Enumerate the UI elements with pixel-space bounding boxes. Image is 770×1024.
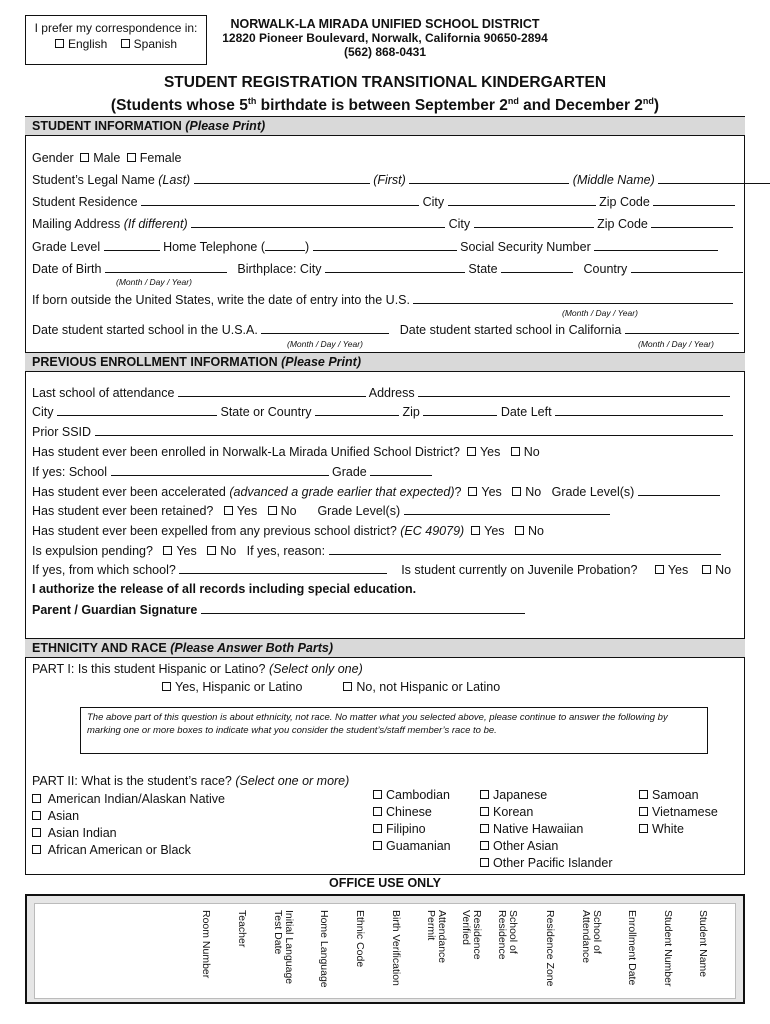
- female-checkbox[interactable]: [127, 153, 136, 162]
- hispanic-options: Yes, Hispanic or Latino No, not Hispanic or Latino: [162, 680, 500, 694]
- dob-field[interactable]: [105, 262, 227, 273]
- office-col-school-of-attendance: School of Attendance: [580, 910, 603, 964]
- district-address: 12820 Pioneer Boulevard, Norwalk, California 90650-2894: [222, 31, 548, 45]
- entry-date-format-hint: (Month / Day / Year): [562, 308, 638, 318]
- date-left-field[interactable]: [555, 405, 723, 416]
- race-option[interactable]: Filipino: [373, 821, 451, 838]
- enrolled-yes-checkbox[interactable]: [467, 447, 476, 456]
- expulsion-pending-row: Is expulsion pending? Yes No If yes, reason:: [32, 544, 721, 558]
- english-checkbox[interactable]: [55, 39, 64, 48]
- which-school-row: If yes, from which school? Is student currently on Juvenile Probation? Yes No: [32, 563, 732, 577]
- mailing-address-field[interactable]: [191, 217, 445, 228]
- office-col-room-number: Room Number: [200, 910, 212, 979]
- district-name: NORWALK-LA MIRADA UNIFIED SCHOOL DISTRICT: [230, 17, 540, 31]
- office-col-initial-language-test-date: Initial Language Test Date: [272, 910, 295, 985]
- form-title-line1: STUDENT REGISTRATION TRANSITIONAL KINDERGARTEN: [163, 74, 607, 91]
- last-name-field[interactable]: [194, 173, 370, 184]
- accelerated-no-checkbox[interactable]: [512, 487, 521, 496]
- residence-row: Student Residence City Zip Code: [32, 195, 735, 209]
- started-usa-format-hint: (Month / Day / Year): [287, 339, 363, 349]
- started-ca-field[interactable]: [625, 323, 739, 334]
- authorize-statement: I authorize the release of all records including special education.: [32, 582, 417, 596]
- residence-zip-field[interactable]: [653, 195, 735, 206]
- office-col-teacher: Teacher: [236, 910, 248, 948]
- middle-name-field[interactable]: [658, 173, 770, 184]
- ethnicity-note: The above part of this question is about ethnicity, not race. No matter what you selected above, please continue to answer the following by marking one or more boxes to indicate what you consider the student’s/staff member’s race to be.: [80, 707, 708, 754]
- race-option[interactable]: Chinese: [373, 804, 451, 821]
- expelled-school-field[interactable]: [179, 563, 387, 574]
- race-option[interactable]: Vietnamese: [639, 804, 718, 821]
- prior-ssid-field[interactable]: [95, 425, 733, 436]
- nlmusd-grade-field[interactable]: [370, 465, 432, 476]
- race-option[interactable]: American Indian/Alaskan Native: [32, 791, 225, 808]
- grade-phone-row: Grade Level Home Telephone ( ) Social Security Number: [32, 240, 718, 254]
- hispanic-yes-checkbox[interactable]: [162, 682, 171, 691]
- race-column-3: [480, 787, 613, 872]
- race-option[interactable]: Korean: [480, 804, 613, 821]
- office-col-school-of-residence: School of Residence: [496, 910, 519, 960]
- ssn-field[interactable]: [594, 240, 718, 251]
- entry-date-row: If born outside the United States, write the date of entry into the U.S.: [32, 293, 733, 307]
- dob-row: Date of Birth Birthplace: City State Country: [32, 262, 743, 276]
- office-col-attendance-permit: Attendance Permit: [425, 910, 448, 964]
- race-option[interactable]: Asian: [32, 808, 225, 825]
- correspondence-box: [25, 15, 207, 65]
- accelerated-grades-field[interactable]: [638, 485, 720, 496]
- accelerated-row: Has student ever been accelerated (advanced a grade earlier that expected)? Yes No Grade Level(s): [32, 485, 720, 499]
- district-phone: (562) 868-0431: [343, 45, 427, 59]
- area-code-field[interactable]: [265, 240, 305, 251]
- probation-no-checkbox[interactable]: [702, 565, 711, 574]
- race-option[interactable]: Japanese: [480, 787, 613, 804]
- retained-yes-checkbox[interactable]: [224, 506, 233, 515]
- home-phone-field[interactable]: [313, 240, 457, 251]
- mailing-row: Mailing Address (If different) City Zip Code: [32, 217, 733, 231]
- spanish-label: Spanish: [133, 37, 178, 51]
- residence-field[interactable]: [141, 195, 419, 206]
- expelled-yes-checkbox[interactable]: [471, 526, 480, 535]
- prior-ssid-row: Prior SSID: [32, 425, 733, 439]
- accelerated-yes-checkbox[interactable]: [468, 487, 477, 496]
- expelled-row: Has student ever been expelled from any previous school district? (EC 49079) Yes No: [32, 524, 544, 538]
- prev-city-field[interactable]: [57, 405, 217, 416]
- race-option[interactable]: Guamanian: [373, 838, 451, 855]
- race-column-4: [639, 787, 718, 838]
- form-title: [0, 74, 770, 115]
- office-col-residence-zone: Residence Zone: [544, 910, 556, 987]
- first-name-field[interactable]: [409, 173, 569, 184]
- office-use-title: OFFICE USE ONLY: [328, 876, 442, 890]
- race-option[interactable]: African American or Black: [32, 842, 225, 859]
- pending-yes-checkbox[interactable]: [163, 546, 172, 555]
- race-column-1: [32, 791, 225, 859]
- started-ca-format-hint: (Month / Day / Year): [638, 339, 714, 349]
- retained-row: Has student ever been retained? Yes No Grade Level(s): [32, 504, 610, 518]
- prev-state-field[interactable]: [315, 405, 399, 416]
- race-column-2: [373, 787, 451, 855]
- mailing-zip-field[interactable]: [651, 217, 733, 228]
- ethnicity-header: ETHNICITY AND RACE (Please Answer Both Parts): [25, 638, 745, 658]
- office-col-student-number: Student Number: [662, 910, 674, 987]
- part1-question: PART I: Is this student Hispanic or Latino? (Select only one): [32, 662, 363, 676]
- office-col-ethnic-code: Ethnic Code: [354, 910, 366, 968]
- race-option[interactable]: White: [639, 821, 718, 838]
- part2-question: PART II: What is the student’s race? (Select one or more): [32, 774, 350, 788]
- if-yes-school-row: If yes: School Grade: [32, 465, 432, 479]
- legal-name-row: Student’s Legal Name (Last) (First) (Middle Name): [32, 173, 770, 187]
- residence-city-field[interactable]: [448, 195, 596, 206]
- ever-enrolled-row: Has student ever been enrolled in Norwalk-La Mirada Unified School District? Yes No: [32, 445, 540, 459]
- us-entry-date-field[interactable]: [413, 293, 733, 304]
- started-usa-field[interactable]: [261, 323, 389, 334]
- hispanic-no-checkbox[interactable]: [343, 682, 352, 691]
- race-option[interactable]: Asian Indian: [32, 825, 225, 842]
- retained-grades-field[interactable]: [404, 504, 610, 515]
- last-school-address-field[interactable]: [418, 386, 730, 397]
- male-checkbox[interactable]: [80, 153, 89, 162]
- spanish-checkbox[interactable]: [121, 39, 130, 48]
- prev-enrollment-header: PREVIOUS ENROLLMENT INFORMATION (Please Print): [25, 352, 745, 372]
- nlmusd-school-field[interactable]: [111, 465, 329, 476]
- gender-row: Gender Male Female: [32, 151, 182, 165]
- birth-country-field[interactable]: [631, 262, 743, 273]
- office-col-home-language: Home Language: [318, 910, 330, 988]
- race-option[interactable]: Cambodian: [373, 787, 451, 804]
- dob-format-hint: (Month / Day / Year): [116, 277, 192, 287]
- office-col-student-name: Student Name: [697, 910, 709, 978]
- enrolled-no-checkbox[interactable]: [511, 447, 520, 456]
- district-header: [215, 17, 555, 59]
- mailing-city-field[interactable]: [474, 217, 594, 228]
- birth-state-field[interactable]: [501, 262, 573, 273]
- expulsion-reason-field[interactable]: [329, 544, 721, 555]
- pending-no-checkbox[interactable]: [207, 546, 216, 555]
- signature-row: Parent / Guardian Signature: [32, 603, 525, 617]
- office-col-residence-verified: Residence Verified: [460, 910, 483, 960]
- started-school-row: Date student started school in the U.S.A. Date student started school in California: [32, 323, 739, 337]
- probation-yes-checkbox[interactable]: [655, 565, 664, 574]
- prev-zip-field[interactable]: [423, 405, 497, 416]
- office-col-enrollment-date: Enrollment Date: [626, 910, 638, 986]
- race-option[interactable]: Native Hawaiian: [480, 821, 613, 838]
- race-option[interactable]: Other Asian: [480, 838, 613, 855]
- expelled-no-checkbox[interactable]: [515, 526, 524, 535]
- parent-signature-field[interactable]: [201, 603, 525, 614]
- birth-city-field[interactable]: [325, 262, 465, 273]
- correspondence-label: I prefer my correspondence in:: [34, 21, 198, 35]
- race-option[interactable]: Other Pacific Islander: [480, 855, 613, 872]
- last-school-field[interactable]: [178, 386, 366, 397]
- prev-city-row: City State or Country Zip Date Left: [32, 405, 723, 419]
- office-col-birth-verification: Birth Verification: [390, 910, 402, 986]
- grade-level-field[interactable]: [104, 240, 160, 251]
- english-label: English: [67, 37, 108, 51]
- race-option[interactable]: Samoan: [639, 787, 718, 804]
- form-title-line2: (Students whose 5th birthdate is between September 2nd and December 2nd): [110, 96, 660, 114]
- last-school-row: Last school of attendance Address: [32, 386, 730, 400]
- retained-no-checkbox[interactable]: [268, 506, 277, 515]
- student-info-header: STUDENT INFORMATION (Please Print): [25, 116, 745, 136]
